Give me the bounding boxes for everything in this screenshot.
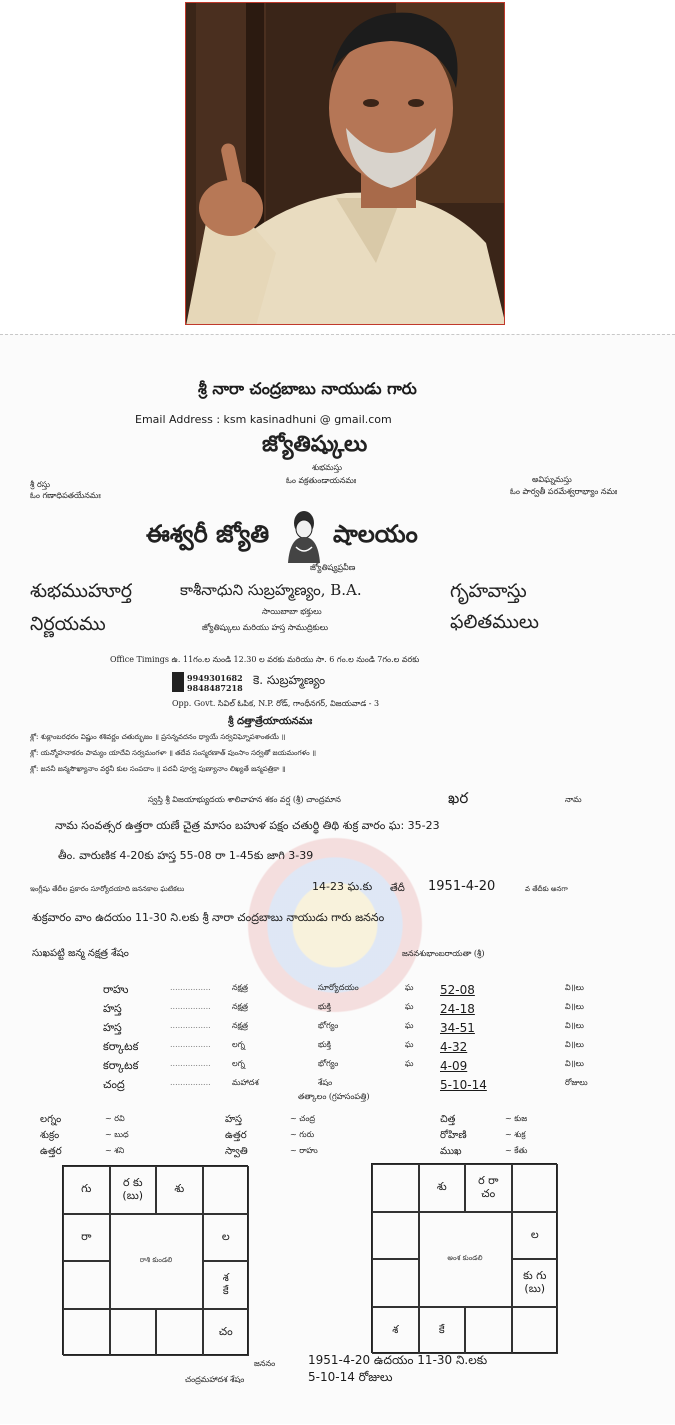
dasha-unit: వి॥లు bbox=[565, 1021, 584, 1030]
sub-line-2: జ్యోతిష్కులు మరియు హస్త సాముద్రికులు bbox=[202, 623, 329, 632]
chart-house bbox=[156, 1309, 203, 1357]
planet-value: ~ గురు bbox=[290, 1130, 315, 1139]
office-timings: Office Timings ఉ. 11గం.ల నుండి 12.30 ల వరకు మరియు సా. 6 గం.ల నుండి 7గం.ల వరకు bbox=[110, 655, 420, 664]
chart-house: కే bbox=[419, 1307, 466, 1355]
portrait-illustration bbox=[186, 3, 505, 325]
email-address: Email Address : ksm kasinadhuni @ gmail.com bbox=[135, 413, 392, 426]
left-label-top: శుభముహూర్త bbox=[30, 580, 132, 602]
dasha-extra: భుక్తి bbox=[318, 1002, 331, 1011]
dasha-unit: రోజులు bbox=[565, 1078, 588, 1087]
chart-house: కు గు (బు) bbox=[512, 1259, 559, 1307]
birth-line-1-right: నామ bbox=[565, 795, 582, 804]
dasha-extra: సూర్యోదయం bbox=[318, 983, 359, 992]
planet-name: ఉత్తర bbox=[225, 1130, 247, 1141]
portrait-photo bbox=[185, 2, 505, 325]
right-label-top: గృహవాస్తు bbox=[450, 580, 527, 602]
chart-house: ర కు (బు) bbox=[110, 1166, 157, 1214]
dasha-extra: శేషం bbox=[318, 1078, 333, 1087]
chart-house: ల bbox=[203, 1214, 250, 1262]
chart-house bbox=[512, 1164, 559, 1212]
planet-name: రోహిణి bbox=[440, 1130, 467, 1141]
dasha-extra: భుక్తి bbox=[318, 1040, 331, 1049]
dasha-name: హస్త bbox=[103, 1021, 122, 1034]
dasha-unit: వి॥లు bbox=[565, 1002, 584, 1011]
planet-name: ఉత్తర bbox=[40, 1146, 62, 1157]
sub-line-1: సాయిబాబా భక్తులు bbox=[262, 607, 322, 616]
avighnamastu: అవిఘ్నమస్తు bbox=[532, 475, 572, 484]
dasha-pre: ఘ bbox=[405, 1040, 414, 1049]
chart-house: శ కే bbox=[203, 1261, 250, 1309]
dasha-pre: ఘ bbox=[405, 1059, 414, 1068]
phone-icon bbox=[172, 672, 184, 692]
office-address: Opp. Govt. సివిల్ ఓపిక, N.P. రోడ్, గాంధీనగర్, విజయవాడ - 3 bbox=[172, 699, 380, 708]
planet-value: ~ బుధ bbox=[105, 1130, 129, 1139]
dasha-name: కర్కాటక bbox=[103, 1059, 139, 1072]
chart-center-label: రాశి కుండలి bbox=[110, 1214, 203, 1309]
chart-house bbox=[110, 1309, 157, 1357]
chart-house: ర రా చం bbox=[465, 1164, 512, 1212]
chart-house bbox=[512, 1307, 559, 1355]
birth-line-1-mid: ఖర bbox=[448, 789, 469, 807]
chart-house: శు bbox=[419, 1164, 466, 1212]
birth-line-4-prefix: ఇంగ్లీషు తేదీల ప్రకారం సూర్యోదయాది జననకాల ఘటికలు bbox=[30, 885, 185, 893]
dasha-pre: ఘ bbox=[405, 1021, 414, 1030]
chart-house bbox=[372, 1259, 419, 1307]
planet-value: ~ కేతు bbox=[505, 1146, 528, 1155]
planet-value: ~ శుక్ర bbox=[505, 1130, 526, 1139]
dasha-value: 5-10-14 bbox=[440, 1078, 487, 1092]
planet-name: స్వాతి bbox=[225, 1146, 248, 1157]
chart-house: శు bbox=[156, 1166, 203, 1214]
birth-line-1-left: స్వస్తి శ్రీ విజయాభ్యుదయ శాలివాహన శకం వర్ష (శ్రీ) చాంద్రమాన bbox=[148, 795, 341, 804]
dasha-kind: మహాదశ bbox=[232, 1078, 259, 1087]
chart-house bbox=[63, 1309, 110, 1357]
dasha-value: 4-32 bbox=[440, 1040, 468, 1054]
planet-name: హస్త bbox=[225, 1114, 243, 1125]
birth-line-4-suffix: వ తేదీకు అనగా bbox=[525, 885, 568, 893]
planet-value: ~ శని bbox=[105, 1146, 125, 1155]
dasha-name: చంద్ర bbox=[103, 1078, 125, 1091]
chart-house bbox=[203, 1166, 250, 1214]
srirastu: శ్రీ రస్తు bbox=[30, 480, 51, 489]
graha-header: తత్కాలం (గ్రహసంపత్తి) bbox=[298, 1092, 370, 1101]
dasha-extra: భోగ్యం bbox=[318, 1059, 339, 1068]
dasha-name: కర్కాటక bbox=[103, 1040, 139, 1053]
right-label-bottom: ఫలితములు bbox=[450, 611, 539, 633]
phone-1: 9949301682 bbox=[187, 673, 243, 683]
chart-center-label: అంశ కుండలి bbox=[419, 1212, 512, 1307]
title-left: ఈశ్వరీ జ్యోతి bbox=[146, 519, 270, 548]
dasha-kind: నక్షత్ర bbox=[232, 1002, 249, 1011]
dasha-kind: నక్షత్ర bbox=[232, 1021, 249, 1030]
om-vakratunda: ఓం వక్రతుండాయనమః bbox=[286, 476, 357, 485]
dasha-unit: వి॥లు bbox=[565, 1040, 584, 1049]
chart-house bbox=[372, 1164, 419, 1212]
planet-value: ~ రాహు bbox=[290, 1146, 318, 1155]
dasha-dots: ................ bbox=[170, 1021, 211, 1030]
planet-value: ~ కుజ bbox=[505, 1114, 528, 1123]
rasi-chart bbox=[62, 1165, 248, 1355]
planet-name: లగ్నం bbox=[40, 1114, 62, 1125]
footer-janana-value: 1951-4-20 ఉదయం 11-30 ని.లకు bbox=[308, 1353, 488, 1367]
signer-name: కె. సుబ్రహ్మణ్యం bbox=[253, 673, 326, 687]
dasha-dots: ................ bbox=[170, 1040, 211, 1049]
chart-house bbox=[465, 1307, 512, 1355]
chart-house: చం bbox=[203, 1309, 250, 1357]
footer-dasha-label: చంద్రమహాదశ శేషం bbox=[185, 1375, 245, 1384]
dasha-unit: వి॥లు bbox=[565, 983, 584, 992]
om-parvati: ఓం పార్వతీ పరమేశ్వరాభ్యాం నమః bbox=[510, 487, 618, 496]
dasha-name: హస్త bbox=[103, 1002, 122, 1015]
birth-line-2: నామ సంవత్సర ఉత్తరా యణే చైత్ర మాసం బహుళ పక్షం చతుర్థి తిథి శుక్ర వారం ఘ: 35-23 bbox=[55, 819, 440, 832]
title-right: షాలయం bbox=[333, 519, 418, 548]
shloka-3: శ్లో: జననీ జన్మసౌఖ్యానాం వర్ధనీ కుల సంపదాం ॥ పదవీ పూర్వ పుణ్యానాం లిఖ్యతే జన్మపత్రికా ॥ bbox=[30, 765, 286, 773]
om-gananathaya: ఓం గణాధిపతయేనమః bbox=[30, 491, 101, 500]
birth-line-4-date: 1951-4-20 bbox=[428, 879, 496, 894]
birth-line-3: తీం. వారుణిక 4-20కు హస్త 55-08 రా 1-45కు జాగి 3-39 bbox=[58, 849, 314, 862]
planet-value: ~ రవి bbox=[105, 1114, 125, 1123]
dasha-extra: భోగ్యం bbox=[318, 1021, 339, 1030]
chart-house: రా bbox=[63, 1214, 110, 1262]
chart-house: ల bbox=[512, 1212, 559, 1260]
dasha-dots: ................ bbox=[170, 1059, 211, 1068]
dasha-kind: లగ్న bbox=[232, 1040, 246, 1049]
dasha-value: 34-51 bbox=[440, 1021, 475, 1035]
footer-janana-label: జననం bbox=[254, 1359, 276, 1368]
shloka-2: శ్లో: యన్మోహనాకరం పామ్యం యాదేవి సర్వమంగళా ॥ తదేవ సంస్మరణాత్ పుంసాం సర్వతో జయమంగళం ॥ bbox=[30, 749, 317, 757]
left-label-bottom: నిర్ణయము bbox=[30, 613, 106, 635]
planet-name: శుక్రం bbox=[40, 1130, 60, 1141]
planet-value: ~ చంద్ర bbox=[290, 1114, 316, 1123]
chart-house: గు bbox=[63, 1166, 110, 1214]
jyotishya-praveena: జ్యోతిష్యప్రవీణ bbox=[310, 563, 356, 572]
deity-emblem bbox=[282, 507, 326, 563]
birth-line-4-ghati: 14-23 ఘ.కు bbox=[312, 880, 373, 893]
dasha-pre: ఘ bbox=[405, 1002, 414, 1011]
dasha-kind: నక్షత్ర bbox=[232, 983, 249, 992]
birth-line-6-right: జననశుభాంబరాయతా (శ్రీ) bbox=[402, 949, 485, 958]
dasha-dots: ................ bbox=[170, 983, 211, 992]
birth-line-5: శుక్రవారం వాం ఉదయం 11-30 ని.లకు శ్రీ నారా చంద్రబాబు నాయుడు గారు జననం bbox=[32, 911, 385, 924]
birth-line-6-left: సుఖపట్టి జన్మ నక్షత్ర శేషం bbox=[32, 948, 129, 959]
planet-name: ముఖ bbox=[440, 1146, 462, 1157]
astrologer-name: కాశీనాధుని సుబ్రహ్మణ్యం, B.A. bbox=[180, 581, 362, 599]
dasha-name: రాహు bbox=[103, 983, 129, 996]
phone-2: 9848487218 bbox=[187, 683, 243, 693]
birth-line-4-date-label: తేదీ bbox=[390, 883, 405, 894]
chart-house: శ bbox=[372, 1307, 419, 1355]
dasha-value: 24-18 bbox=[440, 1002, 475, 1016]
dasha-dots: ................ bbox=[170, 1078, 211, 1087]
dasha-pre: ఘ bbox=[405, 983, 414, 992]
shubhamastu: శుభమస్తు bbox=[312, 463, 343, 472]
chart-house bbox=[372, 1212, 419, 1260]
client-name: శ్రీ నారా చంద్రబాబు నాయుడు గారు bbox=[198, 379, 417, 398]
planet-name: చిత్త bbox=[440, 1114, 456, 1125]
amsa-chart bbox=[371, 1163, 557, 1353]
chart-house bbox=[63, 1261, 110, 1309]
dasha-value: 52-08 bbox=[440, 983, 475, 997]
dasha-kind: లగ్న bbox=[232, 1059, 246, 1068]
horoscope-document bbox=[0, 334, 675, 1424]
footer-dasha-value: 5-10-14 రోజులు bbox=[308, 1370, 393, 1384]
invocation: శ్రీ దత్తాత్రేయాయనమః bbox=[228, 716, 313, 727]
dasha-value: 4-09 bbox=[440, 1059, 468, 1073]
jyotishkulu-title: జ్యోతిష్కులు bbox=[262, 431, 368, 457]
dasha-unit: వి॥లు bbox=[565, 1059, 584, 1068]
shloka-1: శ్లో: శుక్లాంబరధరం విష్ణుం శశివర్ణం చతుర్భుజం ॥ ప్రసన్నవదనం ధ్యాయే సర్వవిఘ్నోపశాంతయే ॥ bbox=[30, 733, 286, 741]
dasha-dots: ................ bbox=[170, 1002, 211, 1011]
